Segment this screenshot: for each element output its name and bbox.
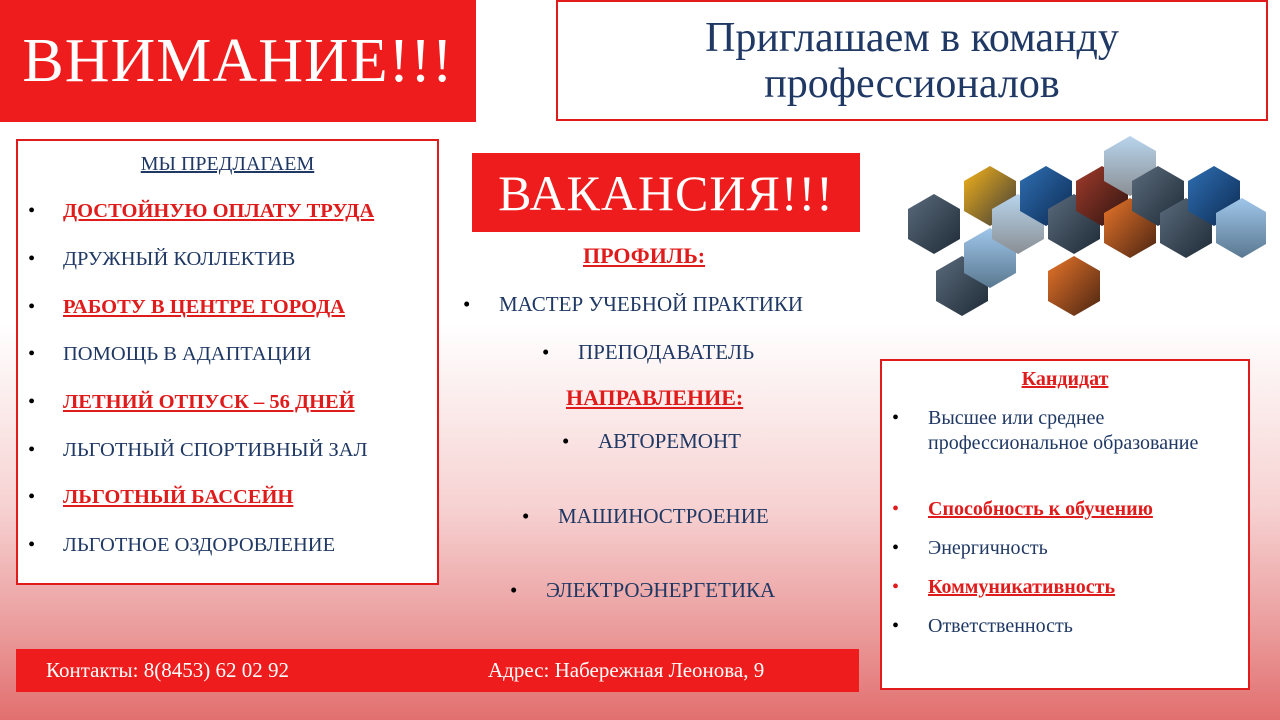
- direction-item: [562, 429, 741, 454]
- offer-item-text: ДОСТОЙНУЮ ОПЛАТУ ТРУДА: [63, 200, 375, 222]
- bullet-icon: •: [562, 429, 570, 453]
- candidate-item: [892, 614, 1242, 639]
- hex-tile: [908, 194, 960, 254]
- offer-item: [28, 296, 345, 319]
- candidate-item-text: Энергичность: [928, 537, 1048, 559]
- direction-item-text: ЭЛЕКТРОЭНЕРГЕТИКА: [546, 578, 776, 602]
- profile-item: [463, 292, 803, 317]
- offer-item-text: ЛЬГОТНОЕ ОЗДОРОВЛЕНИЕ: [63, 534, 336, 556]
- bullet-icon: •: [892, 498, 900, 520]
- candidate-item: [892, 406, 1242, 456]
- bullet-icon: •: [892, 407, 900, 429]
- candidate-item-text: Высшее или среднее профессиональное образование: [928, 407, 1199, 454]
- candidate-title: Кандидат: [1021, 368, 1109, 390]
- bullet-icon: •: [892, 576, 900, 598]
- invite-banner: [556, 0, 1268, 121]
- bullet-icon: •: [28, 486, 36, 508]
- offer-item: [28, 534, 335, 557]
- offer-item: [28, 439, 367, 462]
- contact-footer: [16, 649, 859, 692]
- offer-item: [28, 486, 293, 509]
- bullet-icon: •: [28, 439, 36, 461]
- profile-item-text: ПРЕПОДАВАТЕЛЬ: [578, 340, 755, 364]
- candidate-item: [892, 497, 1242, 522]
- bullet-icon: •: [892, 615, 900, 637]
- vacancy-banner: [472, 153, 860, 232]
- vacancy-title: ВАКАНСИЯ!!!: [498, 164, 834, 221]
- bullet-icon: •: [522, 504, 530, 528]
- profile-heading: ПРОФИЛЬ:: [583, 243, 706, 268]
- candidate-item-text: Коммуникативность: [928, 576, 1116, 598]
- direction-item: [522, 504, 769, 529]
- bullet-icon: •: [542, 340, 550, 364]
- invite-line-1: Приглашаем в команду: [705, 14, 1119, 61]
- candidate-item: [892, 536, 1242, 561]
- candidate-item-text: Ответственность: [928, 615, 1073, 637]
- direction-item-text: МАШИНОСТРОЕНИЕ: [558, 504, 769, 528]
- offer-item-text: ПОМОЩЬ В АДАПТАЦИИ: [63, 343, 312, 365]
- direction-heading: НАПРАВЛЕНИЕ:: [566, 385, 744, 410]
- bullet-icon: •: [28, 248, 36, 270]
- offer-item: [28, 248, 295, 271]
- candidate-item: [892, 575, 1242, 600]
- address-text: Адрес: Набережная Леонова, 9: [488, 658, 765, 682]
- contacts-phone: Контакты: 8(8453) 62 02 92: [46, 658, 289, 682]
- invite-line-2: профессионалов: [764, 60, 1060, 107]
- direction-item: [510, 578, 775, 603]
- attention-banner: [0, 0, 476, 122]
- offer-item-text: ЛЕТНИЙ ОТПУСК – 56 ДНЕЙ: [63, 391, 355, 413]
- bullet-icon: •: [892, 537, 900, 559]
- offer-item: [28, 200, 374, 223]
- profile-item: [542, 340, 754, 365]
- offer-item: [28, 391, 355, 414]
- bullet-icon: •: [28, 391, 36, 413]
- bullet-icon: •: [28, 534, 36, 556]
- offer-title: МЫ ПРЕДЛАГАЕМ: [140, 153, 315, 175]
- bullet-icon: •: [463, 292, 471, 316]
- bullet-icon: •: [28, 296, 36, 318]
- bullet-icon: •: [28, 343, 36, 365]
- bullet-icon: •: [510, 578, 518, 602]
- offer-item: [28, 343, 311, 366]
- direction-item-text: АВТОРЕМОНТ: [598, 429, 741, 453]
- attention-text: ВНИМАНИЕ!!!: [22, 26, 454, 95]
- hexagon-tiles: [908, 136, 1266, 316]
- offer-box: [16, 139, 439, 585]
- offer-item-text: РАБОТУ В ЦЕНТРЕ ГОРОДА: [63, 296, 345, 318]
- profile-item-text: МАСТЕР УЧЕБНОЙ ПРАКТИКИ: [499, 292, 804, 316]
- hex-tile: [1048, 256, 1100, 316]
- offer-item-text: ДРУЖНЫЙ КОЛЛЕКТИВ: [63, 248, 296, 270]
- candidate-box: [880, 359, 1250, 690]
- bullet-icon: •: [28, 200, 36, 222]
- industry-collage-image: [898, 132, 1266, 322]
- candidate-item-text: Способность к обучению: [928, 498, 1153, 520]
- offer-item-text: ЛЬГОТНЫЙ СПОРТИВНЫЙ ЗАЛ: [63, 439, 368, 461]
- offer-item-text: ЛЬГОТНЫЙ БАССЕЙН: [63, 486, 294, 508]
